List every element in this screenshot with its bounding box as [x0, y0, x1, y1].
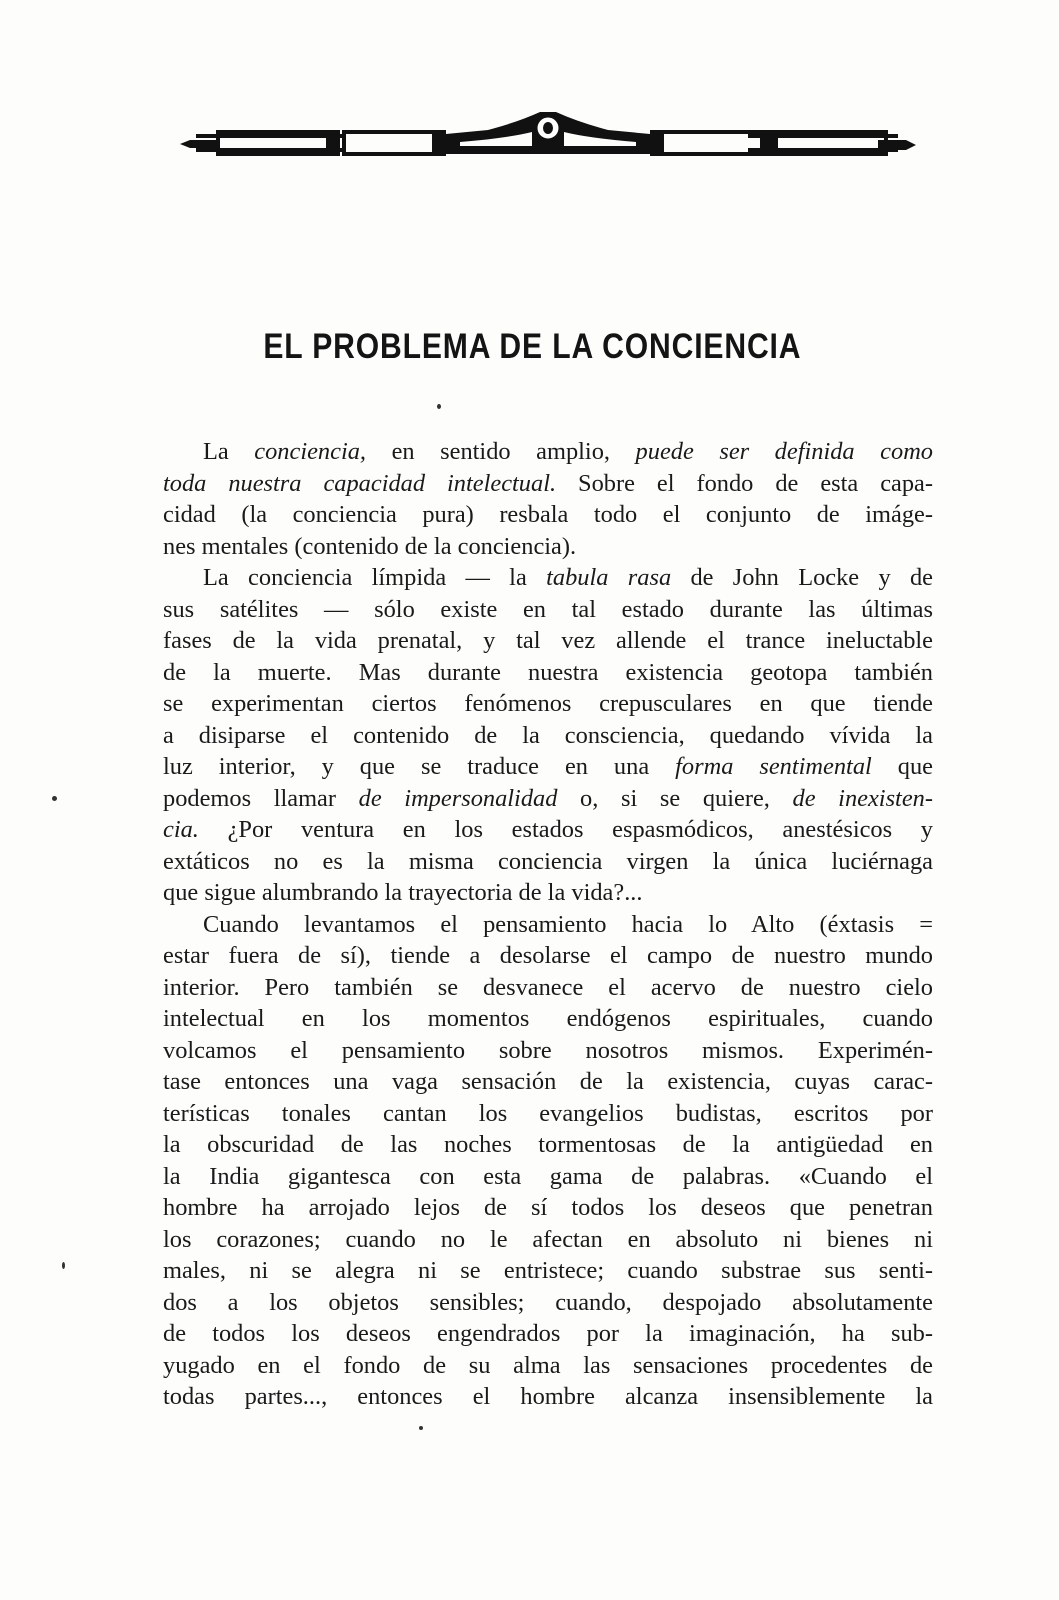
italic-emphasis: conciencia, — [254, 438, 367, 465]
text-line: la obscuridad de las noches tormentosas de la antigüedad en — [163, 1131, 933, 1158]
text-line: La conciencia, en sentido amplio, puede ser definida como — [203, 438, 934, 465]
text-line: nes mentales (contenido de la conciencia). — [163, 532, 577, 560]
text-line: terísticas tonales cantan los evangelios budistas, escritos por — [163, 1099, 933, 1127]
text-line: cidad (la conciencia pura) resbala todo el conjunto de imáge- — [163, 501, 933, 528]
text-line: Cuando levantamos el pensamiento hacia lo Alto (éxtasis = — [203, 910, 933, 938]
text-line: intelectual en los momentos endógenos espirituales, cuando — [163, 1005, 933, 1032]
scan-speck — [62, 1262, 65, 1269]
text-line: podemos llamar de impersonalidad o, si se quiere, de inexisten- — [163, 784, 933, 812]
italic-emphasis: puede ser definida como — [635, 438, 934, 465]
text-line: interior. Pero también se desvanece el acervo de nuestro cielo — [163, 973, 933, 1001]
text-line: la India gigantesca con esta gama de palabras. «Cuando el — [163, 1162, 933, 1190]
text-line: tase entonces una vaga sensación de la existencia, cuyas carac- — [163, 1068, 933, 1095]
text-line: fases de la vida prenatal, y tal vez allende el trance ineluctable — [163, 627, 933, 654]
text-line: males, ni se alegra ni se entristece; cuando substrae sus senti- — [163, 1257, 933, 1284]
text-line: sus satélites — sólo existe en tal estado durante las últimas — [163, 595, 933, 623]
text-line: yugado en el fondo de su alma las sensaciones procedentes de — [163, 1351, 933, 1379]
italic-emphasis: de impersonalidad — [358, 784, 558, 812]
scan-speck — [52, 796, 57, 801]
text-line: estar fuera de sí), tiende a desolarse el campo de nuestro mundo — [163, 942, 933, 969]
italic-emphasis: toda nuestra capacidad intelectual. — [163, 469, 557, 497]
text-line: extáticos no es la misma conciencia virgen la única luciérnaga — [163, 847, 933, 875]
scan-speck — [419, 1426, 423, 1430]
text-line: luz interior, y que se traduce en una forma sentimental que — [163, 753, 933, 780]
body-text — [163, 436, 933, 1413]
text-line: que sigue alumbrando la trayectoria de la vida?... — [163, 879, 643, 906]
text-line: toda nuestra capacidad intelectual. Sobre el fondo de esta capa- — [163, 469, 933, 497]
text-line: La conciencia límpida — la tabula rasa de John Locke y de — [203, 564, 933, 591]
text-line: los corazones; cuando no le afectan en absoluto ni bienes ni — [163, 1225, 933, 1253]
italic-emphasis: forma sentimental — [675, 753, 872, 780]
text-line: todas partes..., entonces el hombre alcanza insensiblemente la — [163, 1383, 933, 1410]
italic-emphasis: tabula rasa — [546, 564, 672, 591]
italic-emphasis: de inexisten- — [792, 784, 933, 812]
chapter-title: EL PROBLEMA DE LA CONCIENCIA — [263, 327, 802, 366]
decorative-headband-ornament — [178, 108, 918, 160]
text-line: se experimentan ciertos fenómenos crepusculares en que tiende — [163, 690, 933, 717]
text-line: dos a los objetos sensibles; cuando, despojado absolutamente — [163, 1288, 933, 1316]
text-line: a disiparse el contenido de la consciencia, quedando vívida la — [163, 721, 933, 749]
text-line: hombre ha arrojado lejos de sí todos los deseos que penetran — [163, 1194, 933, 1221]
text-line: cia. ¿Por ventura en los estados espasmódicos, anestésicos y — [163, 816, 933, 843]
text-line: de la muerte. Mas durante nuestra existencia geotopa también — [163, 658, 933, 686]
italic-emphasis: cia. — [163, 816, 199, 843]
scan-speck — [437, 404, 441, 409]
text-line: volcamos el pensamiento sobre nosotros mismos. Experimén- — [163, 1036, 933, 1064]
text-line: de todos los deseos engendrados por la imaginación, ha sub- — [163, 1320, 933, 1347]
